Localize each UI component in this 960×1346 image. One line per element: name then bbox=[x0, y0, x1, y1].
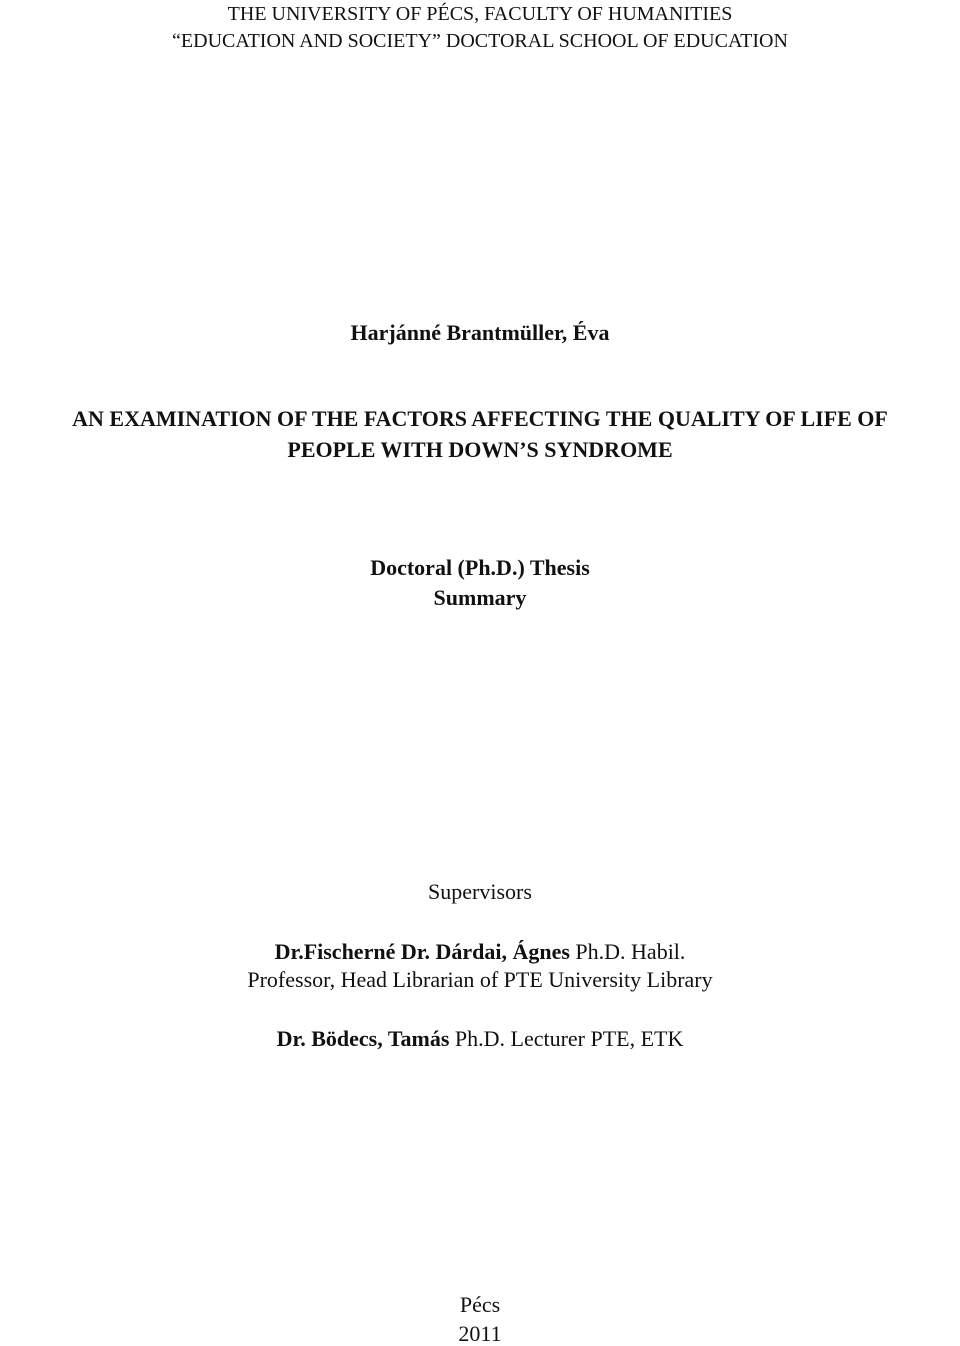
supervisor-1 bbox=[0, 941, 960, 963]
place: Pécs bbox=[459, 1292, 501, 1317]
supervisor-1-degree: Ph.D. Habil. bbox=[569, 939, 686, 964]
author-name: Harjánné Brantmüller, Éva bbox=[350, 320, 610, 345]
thesis-title-line-2: PEOPLE WITH DOWN’S SYNDROME bbox=[287, 437, 673, 462]
supervisors-heading: Supervisors bbox=[428, 879, 532, 904]
thesis-kind: Summary bbox=[433, 585, 527, 610]
thesis-title-line-1: AN EXAMINATION OF THE FACTORS AFFECTING THE QUALITY OF LIFE OF bbox=[72, 406, 888, 431]
supervisor-2-details: Ph.D. Lecturer PTE, ETK bbox=[449, 1026, 684, 1051]
university-faculty-line: THE UNIVERSITY OF PÉCS, FACULTY OF HUMANITIES bbox=[227, 3, 733, 25]
supervisor-1-name: Dr.Fischerné Dr. Dárdai, Ágnes bbox=[274, 939, 570, 964]
supervisor-1-role: Professor, Head Librarian of PTE University Library bbox=[247, 967, 713, 992]
supervisor-2-name: Dr. Bödecs, Tamás bbox=[276, 1026, 450, 1051]
doctoral-school-line: “EDUCATION AND SOCIETY” DOCTORAL SCHOOL OF EDUCATION bbox=[172, 30, 788, 52]
supervisor-2 bbox=[0, 1028, 960, 1050]
thesis-type: Doctoral (Ph.D.) Thesis bbox=[370, 555, 590, 580]
year: 2011 bbox=[458, 1321, 502, 1346]
